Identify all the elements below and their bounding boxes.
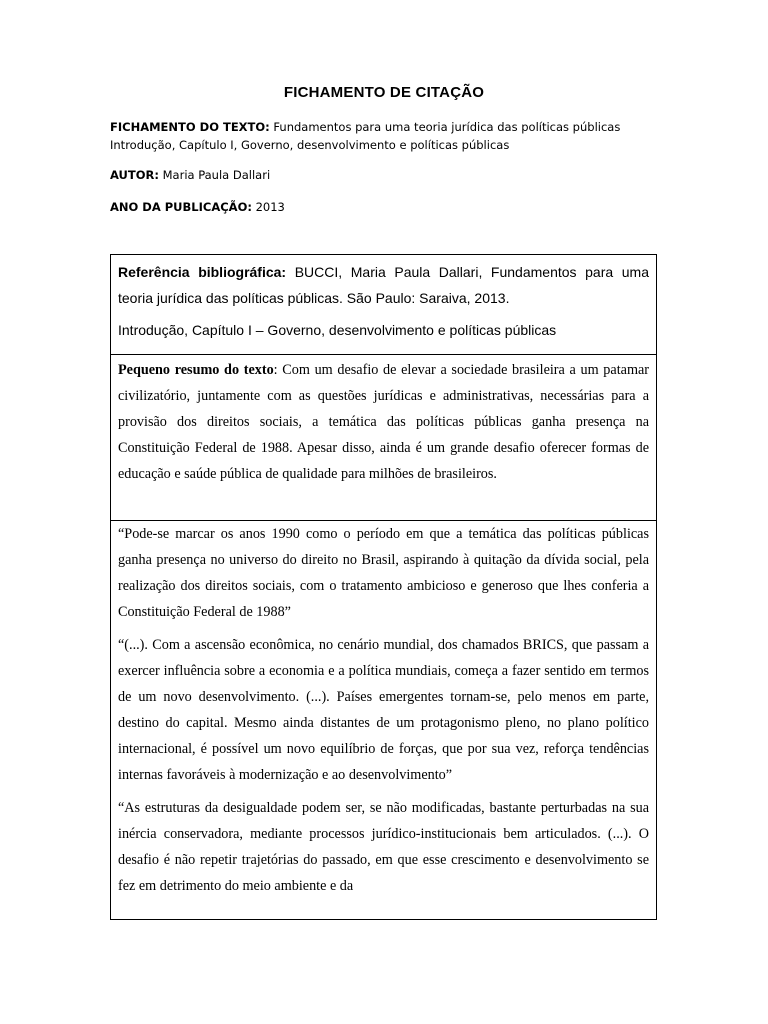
reference-paragraph bbox=[118, 259, 649, 311]
summary-cell bbox=[111, 355, 656, 521]
meta-autor bbox=[110, 166, 670, 184]
meta-ano-label: ANO DA PUBLICAÇÃO: bbox=[110, 200, 252, 214]
meta-texto-label: FICHAMENTO DO TEXTO: bbox=[110, 120, 270, 134]
meta-autor-label: AUTOR: bbox=[110, 168, 159, 182]
citation-table bbox=[110, 254, 657, 920]
quotes-cell bbox=[111, 521, 656, 899]
meta-ano-value: 2013 bbox=[255, 200, 285, 214]
summary-label: Pequeno resumo do texto bbox=[118, 362, 274, 378]
meta-texto bbox=[110, 118, 670, 154]
quote-paragraph: “As estruturas da desigualdade podem ser, se não modificadas, bastante perturbadas na sua inércia conservadora, mediante processos jurídico-institucionais bem articulados. (...). O desafio é não repetir trajetórias do passado, em que esse crescimento e desenvolvimento se fez em detrimento do meio ambiente e da bbox=[118, 800, 649, 894]
reference-text: BUCCI, Maria Paula Dallari, Fundamentos para uma teoria jurídica das políticas públicas. São Paulo: Saraiva, 2013. bbox=[118, 264, 649, 306]
quote-paragraph: “Pode-se marcar os anos 1990 como o período em que a temática das políticas públicas ganha presença no universo do direito no Brasil, aspirando à quitação da dívida social, pela realização dos direitos sociais, com o tratamento ambicioso e generoso que lhes conferia a Constituição Federal de 1988” bbox=[118, 526, 649, 620]
page-title: FICHAMENTO DE CITAÇÃO bbox=[283, 84, 485, 101]
meta-autor-value: Maria Paula Dallari bbox=[162, 168, 271, 182]
meta-texto-line1 bbox=[110, 118, 670, 136]
meta-texto-line2: Introdução, Capítulo I, Governo, desenvolvimento e políticas públicas bbox=[110, 138, 510, 152]
quote-paragraph: “(...). Com a ascensão econômica, no cenário mundial, dos chamados BRICS, que passam a exercer influência sobre a economia e a política mundiais, começa a fazer sentido em termos de um novo desenvolvimento. (...). Países emergentes tornam-se, pelo menos em parte, destino do capital. Mesmo ainda distantes de um protagonismo pleno, no plano político internacional, é possível um novo equilíbrio de forças, que por sua vez, reforça tendências internas favoráveis à modernização e ao desenvolvimento” bbox=[118, 637, 649, 783]
summary-text: : Com um desafio de elevar a sociedade brasileira a um patamar civilizatório, juntamente com as questões jurídicas e administrativas, necessárias para a provisão dos direitos sociais, a temática das políticas públicas ganha presença na Constituição Federal de 1988. Apesar disso, ainda é um grande desafio oferecer formas de educação e saúde pública de qualidade para milhões de brasileiros. bbox=[118, 362, 649, 482]
reference-label: Referência bibliográfica: bbox=[118, 264, 287, 280]
reference-cell bbox=[111, 255, 656, 355]
meta-texto-value: Fundamentos para uma teoria jurídica das políticas públicas bbox=[273, 120, 621, 134]
reference-chapter: Introdução, Capítulo I – Governo, desenvolvimento e políticas públicas bbox=[118, 322, 557, 338]
meta-ano bbox=[110, 198, 670, 216]
